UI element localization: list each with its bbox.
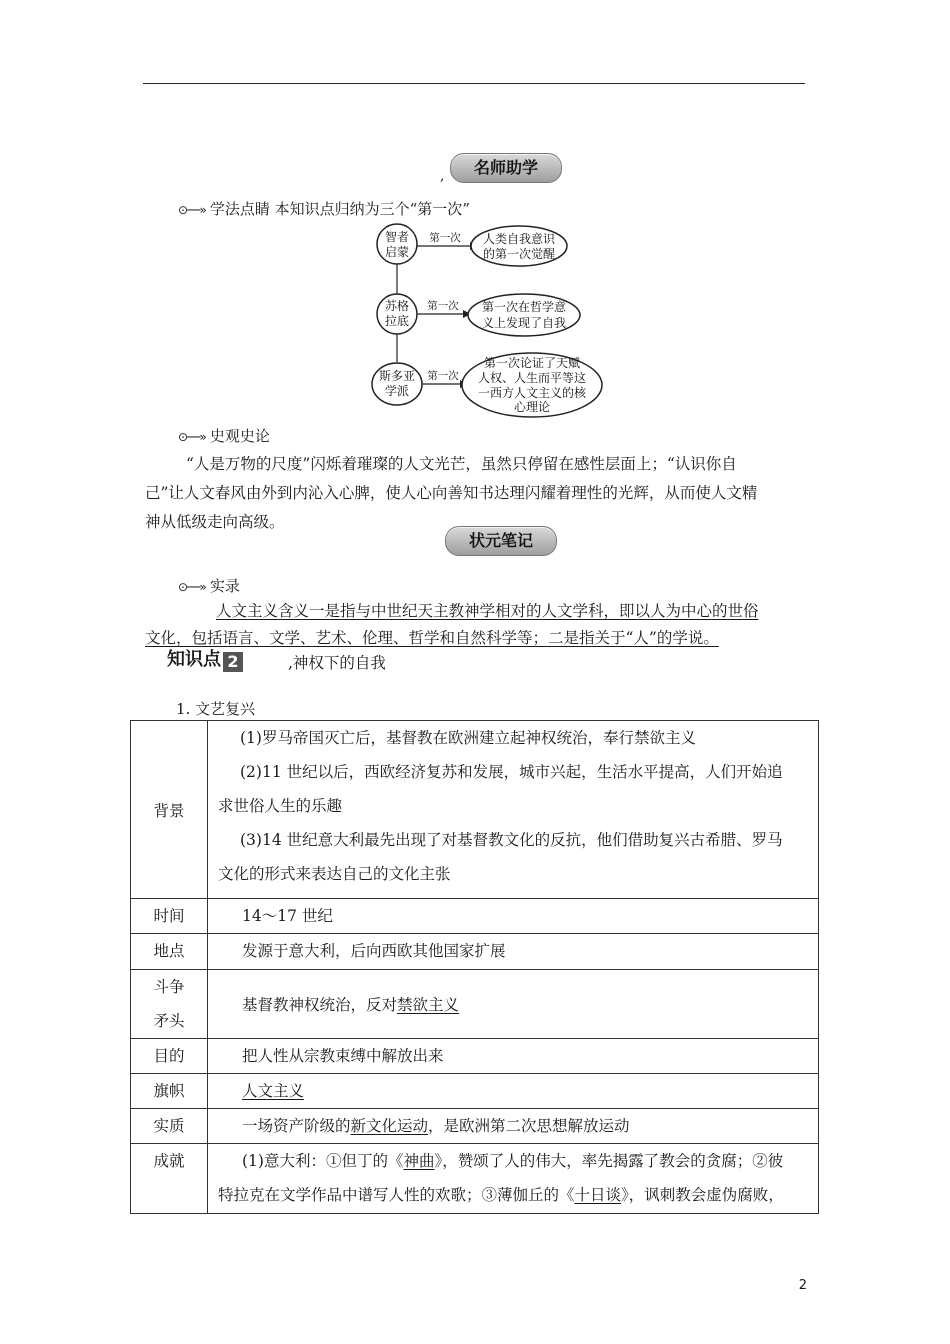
- row-header: 背景: [131, 721, 208, 899]
- row-content-background: [208, 721, 819, 899]
- bullet-text: 学法点睛 本知识点归纳为三个“第一次”: [209, 200, 470, 218]
- knowledge-point-text: 知识点: [167, 649, 221, 670]
- renaissance-table: [130, 720, 819, 1214]
- node-label: 第一次论证了天赋: [483, 356, 581, 370]
- table-row: [131, 1109, 819, 1144]
- background-line-1: (1)罗马帝国灭亡后，基督教在欧洲建立起神权统治，奉行禁欲主义: [240, 729, 696, 747]
- note-line-2: 文化，包括语言、文学、艺术、伦理、哲学和自然科学等；二是指关于“人”的学说。: [145, 629, 719, 647]
- bullet-arrow-icon: ⊙──»: [178, 203, 206, 217]
- arrow-label: 第一次: [429, 232, 461, 244]
- row-content-conflict: [208, 970, 819, 1039]
- page-number: 2: [798, 1278, 807, 1293]
- row-header: 成就: [131, 1144, 208, 1214]
- banner-underlined: 人文主义: [242, 1082, 305, 1100]
- three-firsts-diagram: [365, 222, 615, 418]
- achievement-text: 特拉克在文学作品中谱写人性的欢歌；③薄伽丘的《: [218, 1186, 575, 1204]
- row-header: 旗帜: [131, 1074, 208, 1109]
- knowledge-point-number: 2: [223, 652, 243, 672]
- conflict-underlined: 禁欲主义: [397, 996, 460, 1014]
- stray-comma: ,: [440, 168, 445, 184]
- row-content-purpose: 把人性从宗教束缚中解放出来: [208, 1039, 819, 1074]
- row-content-banner: [208, 1074, 819, 1109]
- essence-text: ，是欧洲第二次思想解放运动: [428, 1117, 630, 1135]
- row-header: 地点: [131, 934, 208, 970]
- row-header: 时间: [131, 899, 208, 934]
- table-row: [131, 721, 819, 899]
- node-label: 斯多亚: [378, 369, 416, 383]
- table-row: [131, 1074, 819, 1109]
- paragraph-line-1: “人是万物的尺度”闪烁着璀璨的人文光芒，虽然只停留在感性层面上；“认识你自: [186, 455, 737, 473]
- row-header-conflict: [131, 970, 208, 1039]
- node-label: 人权、人生而平等这: [477, 371, 587, 385]
- table-row: [131, 899, 819, 934]
- node-label: 苏格: [384, 299, 410, 313]
- row-content-place: 发源于意大利，后向西欧其他国家扩展: [208, 934, 819, 970]
- row-content-time: 14～17 世纪: [208, 899, 819, 934]
- node-label: 第一次在哲学意: [481, 300, 567, 314]
- row-content-achievement: [208, 1144, 819, 1214]
- bullet-shilu: [178, 576, 240, 597]
- essence-text: 一场资产阶级的: [242, 1117, 351, 1135]
- note-line-1: 人文主义含义一是指与中世纪天主教神学相对的人文学科，即以人为中心的世俗: [216, 602, 759, 620]
- node-label: 学派: [384, 384, 410, 398]
- achievement-text: 》，赞颂了人的伟大，率先揭露了教会的贪腐；②彼: [434, 1152, 784, 1170]
- achievement-line-2: [218, 1178, 812, 1212]
- achievement-text: 》，讽刺教会虚伪腐败，: [621, 1186, 784, 1204]
- node-label: 的第一次觉醒: [482, 247, 556, 261]
- node-label: 智者: [384, 230, 410, 244]
- achievement-text: (1)意大利：①但丁的《: [242, 1152, 404, 1170]
- node-label: 人类自我意识: [482, 232, 556, 246]
- conflict-text: 基督教神权统治，反对: [242, 996, 398, 1014]
- achievement-underlined: 十日谈: [574, 1186, 622, 1204]
- bullet-arrow-icon: ⊙──»: [178, 430, 206, 444]
- node-label: 一西方人文主义的核: [477, 386, 587, 400]
- arrow-label: 第一次: [427, 370, 459, 382]
- background-line-4: (3)14 世纪意大利最先出现了对基督教文化的反抗，他们借助复兴古希腊、罗马: [240, 831, 783, 849]
- node-label: 启蒙: [384, 245, 410, 259]
- row-header: 实质: [131, 1109, 208, 1144]
- bullet-shiguan: [178, 426, 270, 447]
- background-line-5: 文化的形式来表达自己的文化主张: [218, 865, 451, 883]
- background-line-3: 求世俗人生的乐趣: [218, 797, 343, 815]
- table-row: [131, 1144, 819, 1214]
- paragraph-line-2: 己”让人文春风由外到内沁入心脾，使人心向善知书达理闪耀着理性的光辉，从而使人文精: [145, 484, 758, 502]
- knowledge-point-label: [167, 648, 243, 672]
- knowledge-point-title: ,神权下的自我: [288, 654, 386, 672]
- node-label: 义上发现了自我: [481, 316, 567, 330]
- table-row: [131, 934, 819, 970]
- bullet-text: 史观史论: [209, 427, 270, 445]
- row-content-essence: [208, 1109, 819, 1144]
- bullet-text: 实录: [209, 577, 240, 595]
- table-row: [131, 1039, 819, 1074]
- row-header: 斗争: [153, 978, 185, 996]
- achievement-underlined: 神曲: [403, 1152, 435, 1170]
- section-badge-zhuangyuan: 状元笔记: [445, 526, 557, 556]
- section-badge-mingshi: 名师助学: [450, 153, 562, 183]
- arrow-label: 第一次: [427, 300, 459, 312]
- table-row: [131, 970, 819, 1039]
- bullet-xuefa: [178, 199, 470, 220]
- subheading-renaissance: 1. 文艺复兴: [176, 700, 256, 718]
- row-header: 矛头: [153, 1012, 185, 1030]
- background-line-2: (2)11 世纪以后，西欧经济复苏和发展，城市兴起，生活水平提高，人们开始追: [240, 763, 783, 781]
- paragraph-line-3: 神从低级走向高级。: [145, 513, 285, 531]
- achievement-line-1: [218, 1144, 812, 1178]
- essence-underlined: 新文化运动: [350, 1117, 429, 1135]
- node-label: 心理论: [513, 400, 551, 414]
- bullet-arrow-icon: ⊙──»: [178, 580, 206, 594]
- node-label: 拉底: [384, 314, 410, 328]
- header-rule: [143, 83, 805, 84]
- row-header: 目的: [131, 1039, 208, 1074]
